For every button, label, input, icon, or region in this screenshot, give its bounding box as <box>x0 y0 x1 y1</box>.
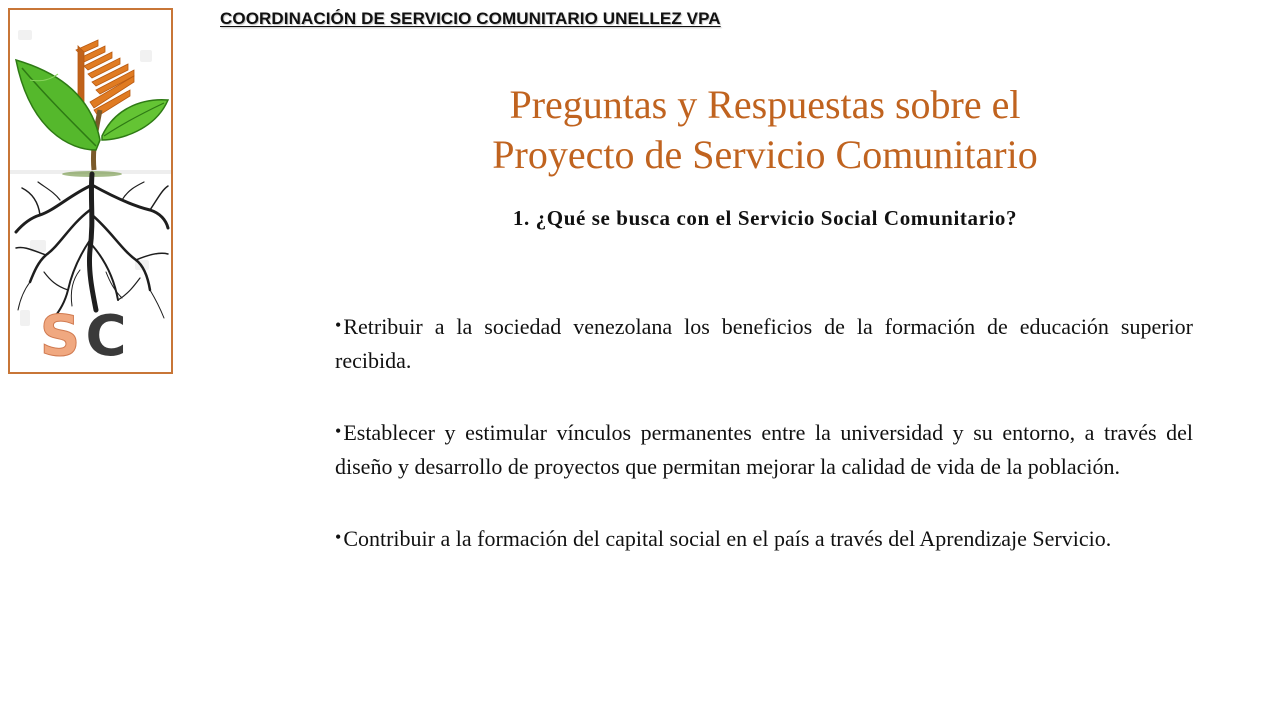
answer-list <box>335 308 1193 592</box>
logo <box>8 8 173 374</box>
bullet-icon: • <box>335 315 342 335</box>
list-item <box>335 414 1193 484</box>
sc-plant-roots-logo-icon <box>10 10 171 372</box>
list-item <box>335 520 1193 556</box>
question-heading: 1. ¿Qué se busca con el Servicio Social Comunitario? <box>512 206 1018 230</box>
list-item <box>335 308 1193 378</box>
bullet-icon: • <box>335 421 342 441</box>
bullet-text: Retribuir a la sociedad venezolana los beneficios de la formación de educación superior recibida. <box>335 314 1193 373</box>
title-line-2: Proyecto de Servicio Comunitario <box>492 132 1038 177</box>
title-line-1: Preguntas y Respuestas sobre el <box>509 82 1021 127</box>
svg-text:S: S <box>39 304 81 369</box>
bullet-text: Establecer y estimular vínculos permanentes entre la universidad y su entorno, a través del diseño y desarrollo de proyectos que permitan mejorar la calidad de vida de la población. <box>335 420 1193 479</box>
bullet-text: Contribuir a la formación del capital social en el país a través del Aprendizaje Servicio. <box>343 526 1112 551</box>
page-title <box>380 80 1150 180</box>
bullet-icon: • <box>335 527 342 547</box>
header-title: COORDINACIÓN DE SERVICIO COMUNITARIO UNELLEZ VPA <box>220 9 721 28</box>
svg-text:C: C <box>85 304 127 369</box>
